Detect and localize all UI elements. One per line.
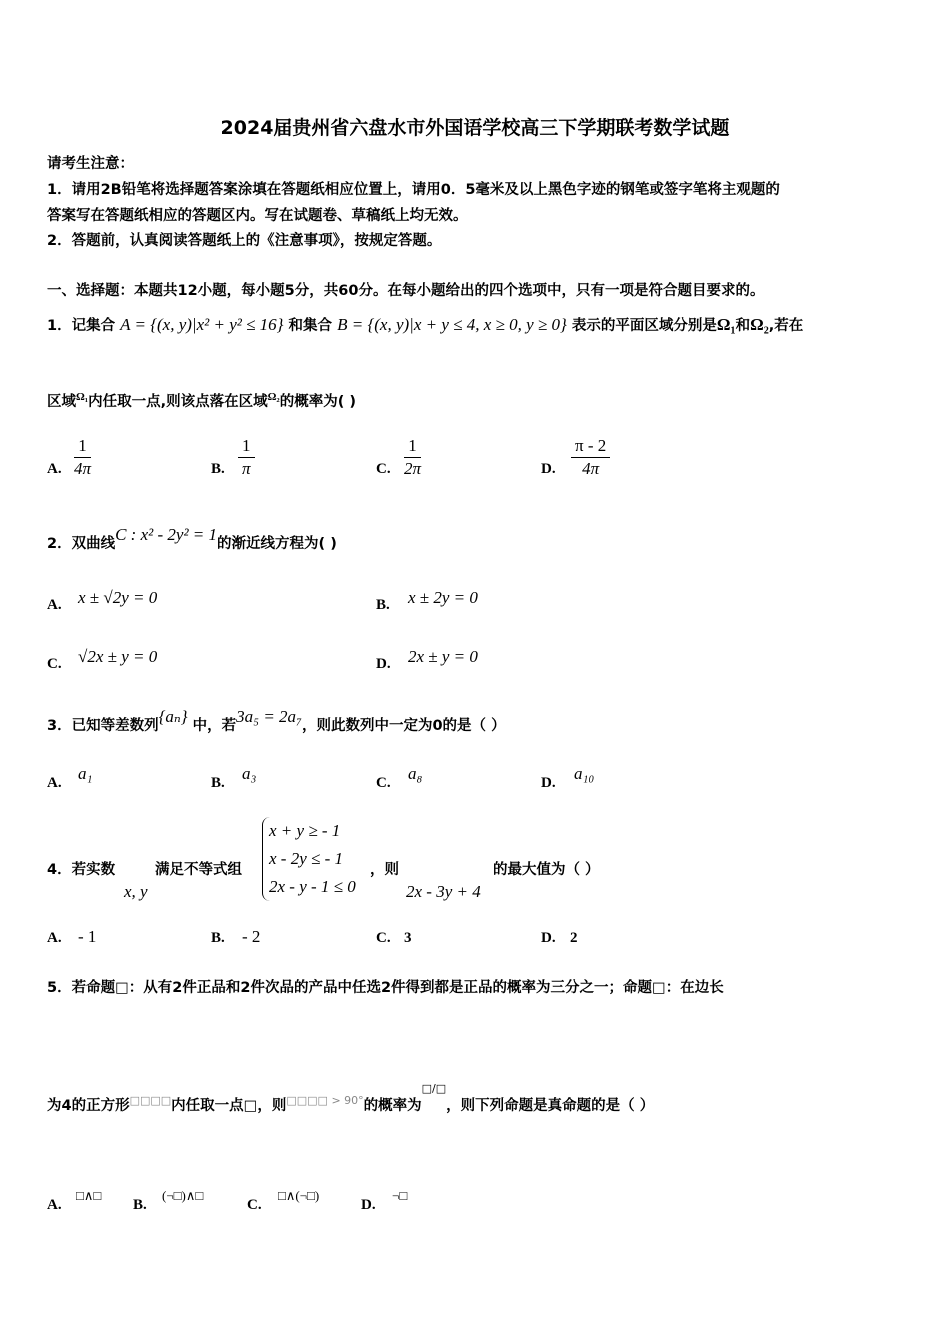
q5-line1: 5．若命题□：从有2件正品和2件次品的产品中任选2件得到都是正品的概率为三分之一；命题□：在边长: [47, 980, 724, 996]
option-label[interactable]: B.: [133, 1197, 147, 1213]
sequence: {aₙ}: [158, 707, 188, 726]
numerator: 1: [404, 435, 421, 458]
option-label[interactable]: A.: [47, 1197, 62, 1213]
variables: x, y: [124, 882, 148, 901]
inequality-system: [262, 817, 356, 901]
numerator: 1: [238, 435, 255, 458]
option-c-text[interactable]: 3: [404, 930, 412, 946]
inequality: x - 2y ≤ - 1: [269, 849, 343, 868]
q5-part: 为4的正方形: [47, 1098, 130, 1114]
notice-item: 2．答题前，认真阅读答题纸上的《注意事项》，按规定答题。: [47, 233, 442, 249]
omega1: Ω₁: [716, 315, 736, 334]
option-label[interactable]: D.: [376, 656, 391, 672]
square-name: □□□□: [129, 1094, 172, 1107]
q4-part: 满足不等式组: [155, 862, 242, 878]
q1-part: 表示的平面区域分别是: [571, 318, 717, 334]
q4-part: 的最大值为（ ）: [493, 862, 600, 878]
option-c-text[interactable]: □∧(¬□): [278, 1188, 320, 1203]
option-label[interactable]: A.: [47, 461, 62, 477]
objective-expr: 2x - 3y + 4: [406, 882, 481, 901]
numerator: 1: [74, 435, 91, 458]
q1-text: [47, 314, 803, 335]
condition: 3a₅ = 2a₇: [236, 707, 302, 726]
option-label[interactable]: B.: [211, 775, 225, 791]
option-label[interactable]: D.: [541, 461, 556, 477]
denominator: 2π: [404, 459, 422, 478]
option-c-text[interactable]: a₈: [408, 764, 423, 783]
inequality: x + y ≥ - 1: [269, 821, 341, 840]
option-b-fraction[interactable]: [238, 435, 255, 480]
notice-item: 1．请用2B铅笔将选择题答案涂填在答题纸相应位置上，请用0．5毫米及以上黑色字迹的钢笔或签字笔将主观题的: [47, 182, 780, 198]
option-b-text[interactable]: x ± 2y = 0: [408, 588, 478, 607]
option-label[interactable]: C.: [376, 775, 391, 791]
option-a-text[interactable]: a₁: [78, 764, 93, 783]
numerator: π - 2: [571, 435, 610, 458]
q3-part: 中，若: [192, 718, 237, 734]
omega1: Ω₁: [76, 391, 89, 404]
option-label[interactable]: B.: [211, 461, 225, 477]
omega2: Ω₂: [267, 391, 280, 404]
q5-part: 的概率为: [363, 1098, 422, 1114]
set-b: B = {(x, y)|x + y ≤ 4, x ≥ 0, y ≥ 0}: [337, 315, 567, 334]
q2-text: [47, 525, 337, 553]
q1-part: 的概率为( ): [279, 394, 357, 410]
q1-part: 内任取一点,则该点落在区域: [88, 394, 268, 410]
option-d-text[interactable]: 2x ± y = 0: [408, 647, 478, 666]
q5-part: 内任取一点□，则: [171, 1098, 287, 1114]
option-d-text[interactable]: ¬□: [392, 1188, 408, 1203]
option-label[interactable]: D.: [541, 775, 556, 791]
q3-text: [47, 707, 506, 735]
probability-fraction: □/□: [421, 1082, 447, 1095]
section-heading: 一、选择题：本题共12小题，每小题5分，共60分。在每小题给出的四个选项中，只有一项是符合题目要求的。: [47, 283, 765, 299]
q5-line2: [47, 1082, 655, 1115]
option-label[interactable]: B.: [211, 930, 225, 946]
option-c-text[interactable]: √2x ± y = 0: [78, 647, 158, 666]
option-label[interactable]: D.: [541, 930, 556, 946]
q3-part: 3．已知等差数列: [47, 718, 159, 734]
option-a-text[interactable]: - 1: [78, 927, 97, 946]
option-label[interactable]: C.: [376, 930, 391, 946]
option-label[interactable]: C.: [376, 461, 391, 477]
denominator: π: [241, 459, 251, 478]
q1-text-line2: [47, 390, 356, 411]
denominator: 4π: [582, 459, 600, 478]
option-a-text[interactable]: x ± √2y = 0: [78, 588, 158, 607]
q2-part: 的渐近线方程为( ): [217, 536, 337, 552]
notice-item: 答案写在答题纸相应的答题区内。写在试题卷、草稿纸上均无效。: [47, 208, 468, 224]
option-label[interactable]: C.: [247, 1197, 262, 1213]
option-a-text[interactable]: □∧□: [76, 1188, 102, 1203]
option-a-fraction[interactable]: [74, 435, 91, 480]
inequality: 2x - y - 1 ≤ 0: [269, 877, 356, 896]
page-title: 2024届贵州省六盘水市外国语学校高三下学期联考数学试题: [220, 117, 730, 139]
option-d-text[interactable]: a₁₀: [574, 764, 595, 783]
option-b-text[interactable]: - 2: [242, 927, 261, 946]
q3-part: ，则此数列中一定为0的是（ ）: [301, 718, 506, 734]
q4-part: 4．若实数: [47, 862, 116, 878]
set-a: A = {(x, y)|x² + y² ≤ 16}: [120, 315, 284, 334]
denominator: 4π: [74, 459, 92, 478]
q1-part: 和: [735, 318, 751, 334]
option-label[interactable]: B.: [376, 597, 390, 613]
option-label[interactable]: C.: [47, 656, 62, 672]
hyperbola-expr: C : x² - 2y² = 1: [115, 525, 218, 544]
option-b-text[interactable]: (¬□)∧□: [162, 1188, 204, 1203]
q1-part: 和集合: [288, 318, 333, 334]
q1-part: 区域: [47, 394, 76, 410]
q1-part: 1．记集合: [47, 318, 116, 334]
q2-part: 2．双曲线: [47, 536, 116, 552]
notice-heading: 请考生注意：: [47, 156, 134, 172]
angle-condition: □□□□ > 90°: [286, 1094, 364, 1107]
option-d-text[interactable]: 2: [570, 930, 578, 946]
q1-part: ,若在: [768, 318, 804, 334]
q4-part: ，则: [370, 862, 399, 878]
option-d-fraction[interactable]: [571, 435, 610, 480]
option-label[interactable]: A.: [47, 597, 62, 613]
option-label[interactable]: A.: [47, 775, 62, 791]
option-c-fraction[interactable]: [404, 435, 421, 480]
q5-part: ，则下列命题是真命题的是（ ）: [446, 1098, 655, 1114]
option-label[interactable]: A.: [47, 930, 62, 946]
omega2: Ω₂: [750, 315, 769, 334]
option-label[interactable]: D.: [361, 1197, 376, 1213]
option-b-text[interactable]: a₃: [242, 764, 257, 783]
